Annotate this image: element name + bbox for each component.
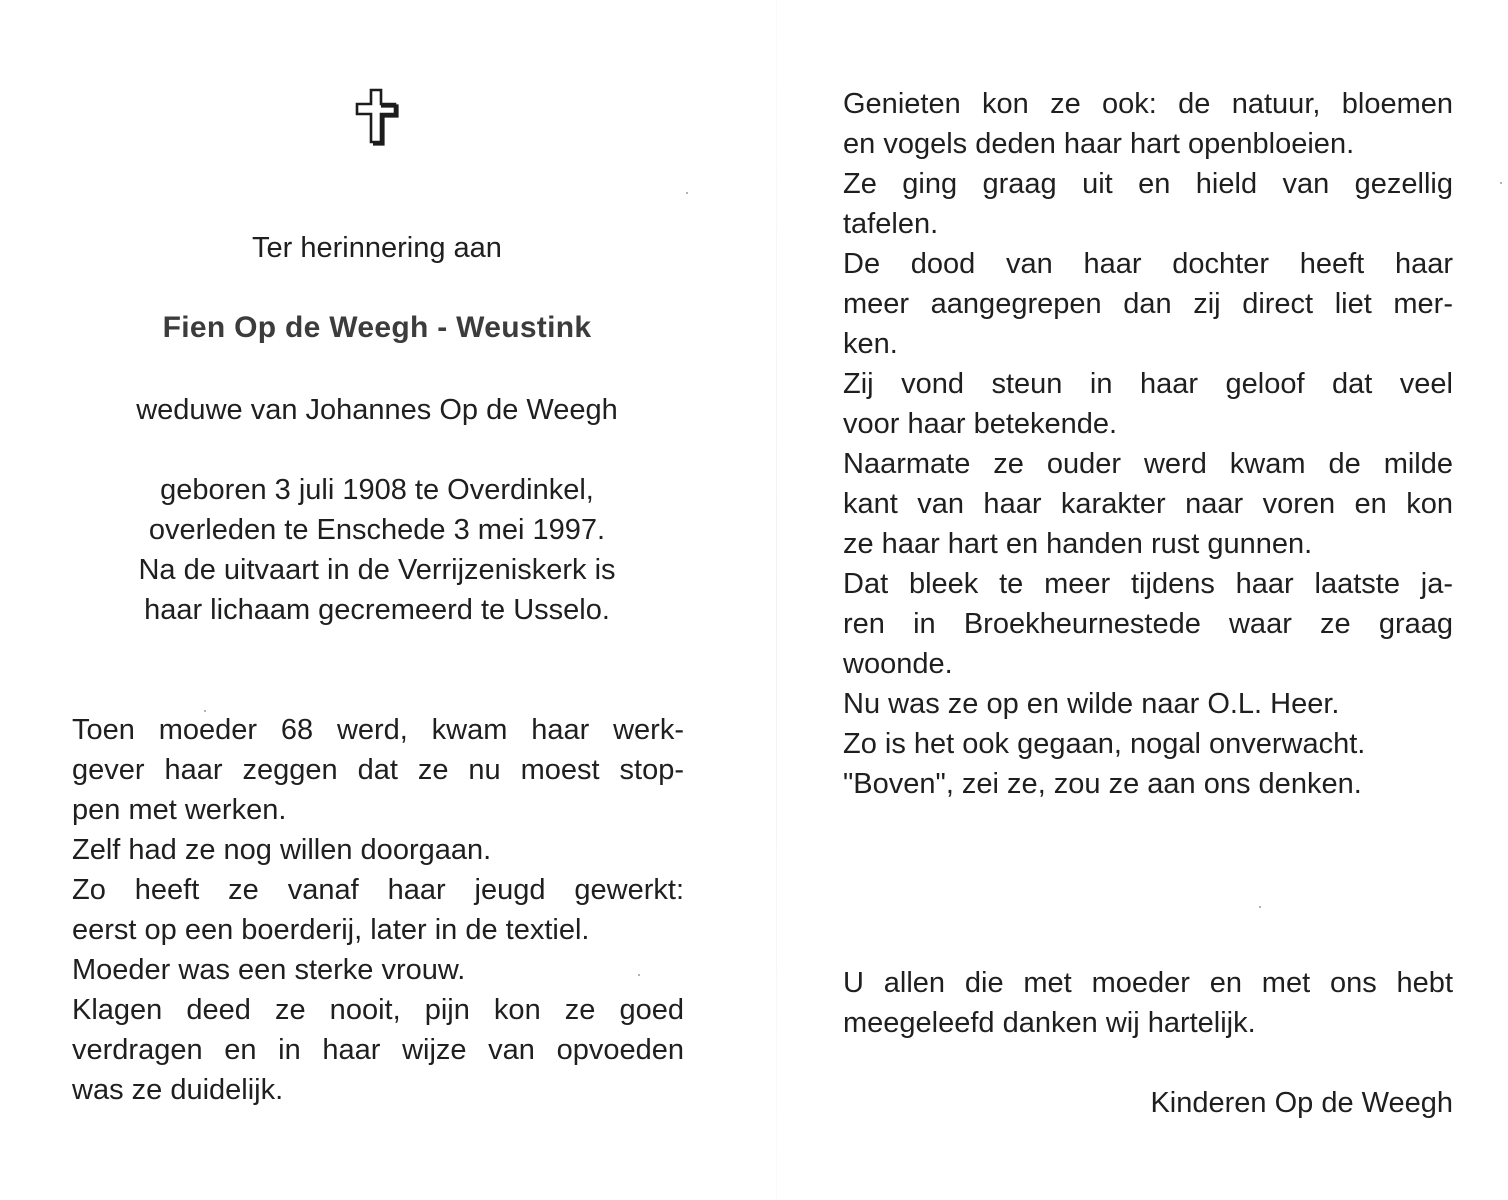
text-line: Zij vond steun in haar geloof dat veel [843,368,1453,400]
text-line: meer aangegrepen dan zij direct liet mer- [843,288,1453,320]
text-line: en vogels deden haar hart openbloeien. [843,128,1355,160]
cross-icon [355,88,399,146]
text-line: kant van haar karakter naar voren en kon [843,488,1453,520]
text-line: verdragen en in haar wijze van opvoeden [72,1034,684,1066]
text-line: "Boven", zei ze, zou ze aan ons denken. [843,768,1362,800]
scan-speck [204,710,206,712]
text-line: Zelf had ze nog willen doorgaan. [72,834,492,866]
text-line: woonde. [843,648,953,680]
signature: Kinderen Op de Weegh [1150,1087,1453,1119]
scan-speck [1500,182,1502,184]
scan-speck [686,192,688,194]
text-line: Moeder was een sterke vrouw. [72,954,466,986]
text-line: tafelen. [843,208,939,240]
text-line: Naarmate ze ouder werd kwam de milde [843,448,1453,480]
text-line: Ze ging graag uit en hield van gezellig [843,168,1453,200]
detail-line: overleden te Enschede 3 mei 1997. [148,514,606,546]
text-line: ze haar hart en handen rust gunnen. [843,528,1313,560]
text-line: De dood van haar dochter heeft haar [843,248,1453,280]
text-line: ren in Broekheurnestede waar ze graag [843,608,1453,640]
text-line: gever haar zeggen dat ze nu moest stop- [72,754,684,786]
right-memorial-text [843,84,1453,804]
text-line: Zo is het ook gegaan, nogal onverwacht. [843,728,1366,760]
detail-line: haar lichaam gecremeerd te Usselo. [144,594,610,626]
scan-speck [1259,906,1261,908]
text-line: Toen moeder 68 werd, kwam haar werk- [72,714,684,746]
text-line: was ze duidelijk. [72,1074,284,1106]
text-line: Zo heeft ze vanaf haar jeugd gewerkt: [72,874,684,906]
scan-speck [638,974,640,976]
detail-line: Na de uitvaart in de Verrijzeniskerk is [138,554,616,586]
text-line: U allen die met moeder en met ons hebt [843,967,1453,999]
text-line: Dat bleek te meer tijdens haar laatste ja- [843,568,1453,600]
text-line: Klagen deed ze nooit, pijn kon ze goed [72,994,684,1026]
intro-text: Ter herinnering aan [252,232,502,264]
deceased-name: Fien Op de Weegh - Weustink [162,311,592,344]
text-line: Genieten kon ze ook: de natuur, bloemen [843,88,1453,120]
text-line: Nu was ze op en wilde naar O.L. Heer. [843,688,1340,720]
thanks-text [843,963,1453,1043]
text-line: meegeleefd danken wij hartelijk. [843,1007,1256,1039]
life-details [60,470,694,630]
text-line: pen met werken. [72,794,287,826]
text-line: eerst op een boerderij, later in de textiel. [72,914,590,946]
text-line: ken. [843,328,898,360]
detail-line: geboren 3 juli 1908 te Overdinkel, [160,474,594,506]
widow-of-text: weduwe van Johannes Op de Weegh [136,394,618,426]
text-line: voor haar betekende. [843,408,1118,440]
left-memorial-text [72,710,684,1110]
